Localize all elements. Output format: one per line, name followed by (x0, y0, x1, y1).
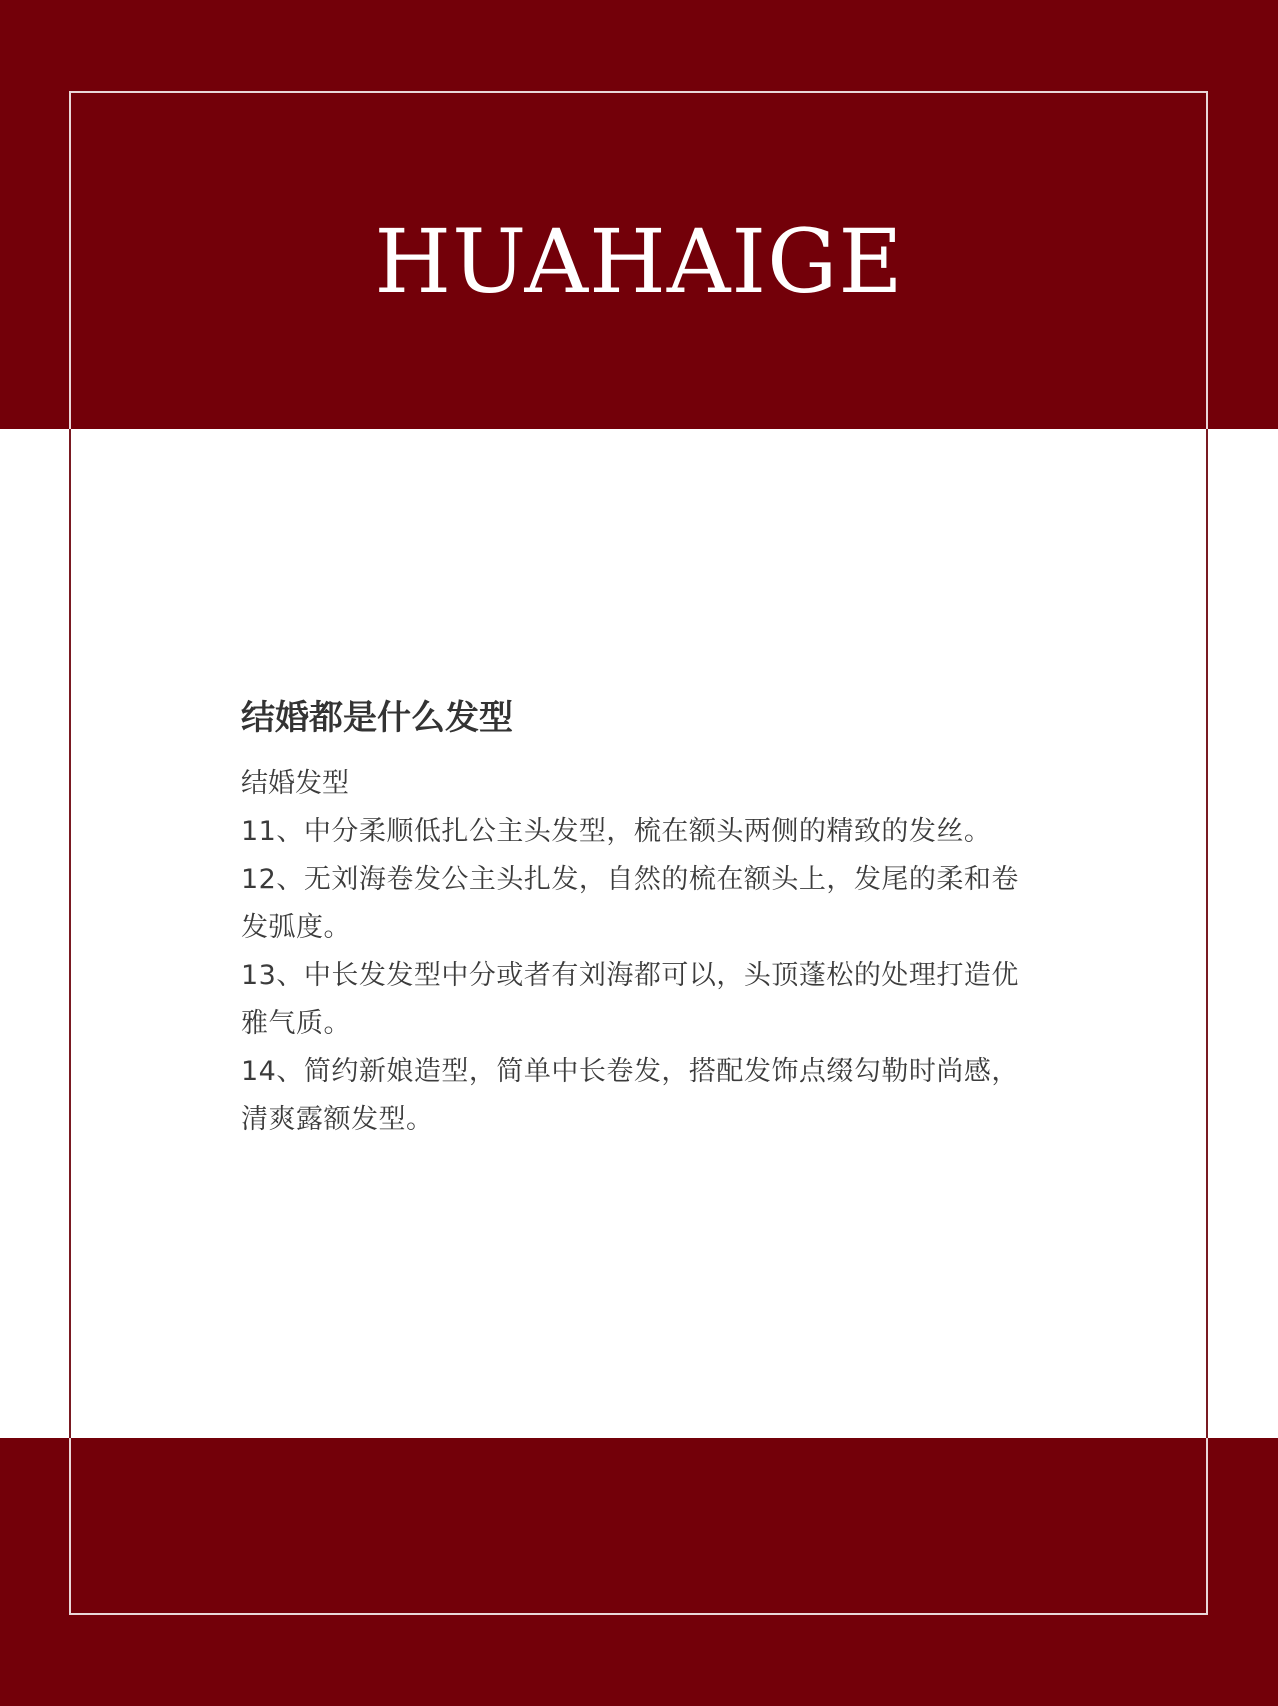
list-item: 11、中分柔顺低扎公主头发型，梳在额头两侧的精致的发丝。 (241, 816, 992, 847)
article-content (241, 688, 1041, 1144)
list-item: 14、简约新娘造型，简单中长卷发，搭配发饰点缀勾勒时尚感，清爽露额发型。 (241, 1056, 1019, 1135)
brand-logo-text: HUAHAIGE (374, 210, 904, 313)
article-title: 结婚都是什么发型 (241, 698, 513, 738)
list-item: 12、无刘海卷发公主头扎发，自然的梳在额头上，发尾的柔和卷发弧度。 (241, 864, 1019, 943)
article-subhead: 结婚发型 (241, 768, 349, 799)
frame-line-left (69, 429, 71, 1438)
frame-line-right (1206, 429, 1208, 1438)
list-item: 13、中长发发型中分或者有刘海都可以，头顶蓬松的处理打造优雅气质。 (241, 960, 1019, 1039)
